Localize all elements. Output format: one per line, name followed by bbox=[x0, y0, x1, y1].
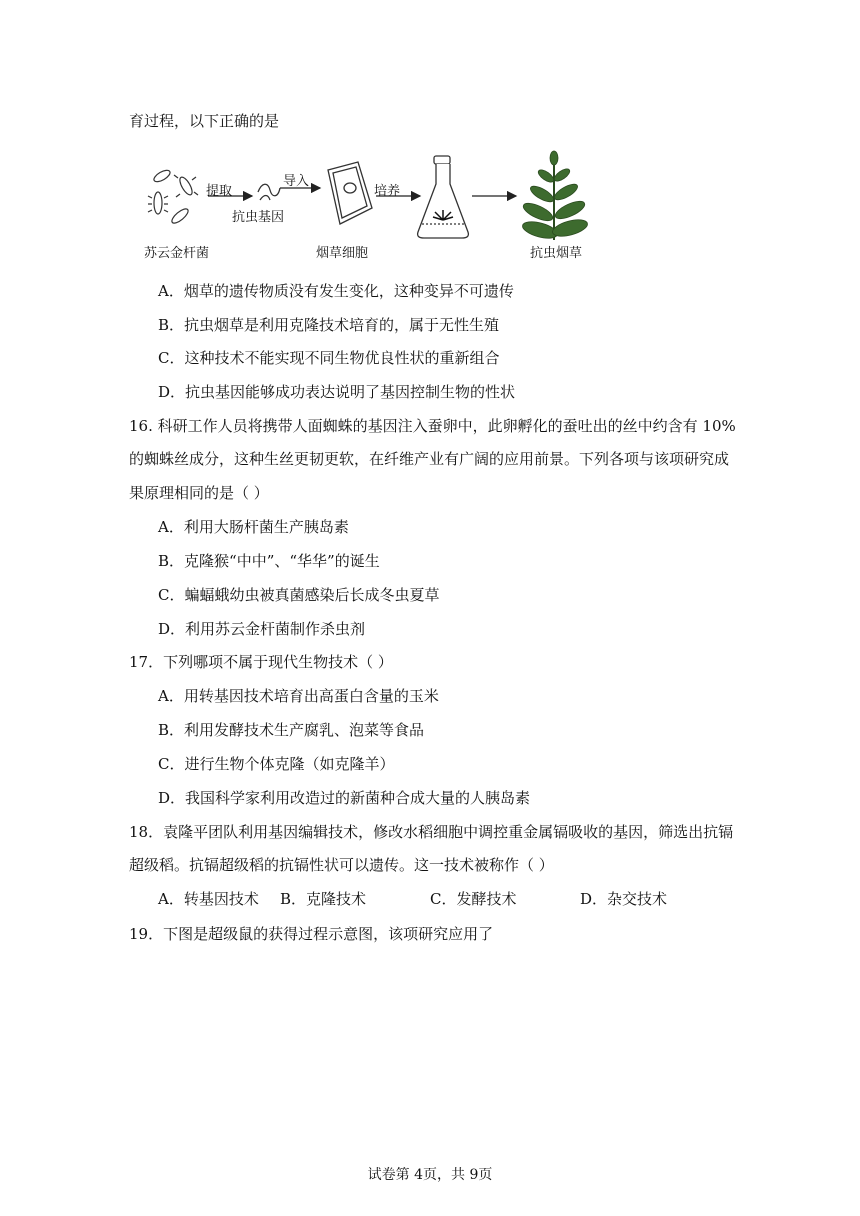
q18-option-c[interactable]: C．发酵技术 bbox=[430, 890, 517, 908]
page-footer: 试卷第 4页，共 9页 bbox=[367, 1167, 493, 1183]
q18-option-d[interactable]: D．杂交技术 bbox=[580, 890, 668, 908]
q15-option-a[interactable]: A．烟草的遗传物质没有发生变化，这种变异不可遗传 bbox=[158, 282, 514, 300]
label-import: 导入 bbox=[283, 174, 310, 189]
tobacco-cell-icon bbox=[328, 162, 372, 224]
q17-option-a[interactable]: A．用转基因技术培育出高蛋白含量的玉米 bbox=[158, 687, 439, 705]
culture-flask-icon bbox=[418, 156, 469, 238]
label-bacteria: 苏云金杆菌 bbox=[144, 246, 210, 261]
q17-option-d[interactable]: D．我国科学家利用改造过的新菌种合成大量的人胰岛素 bbox=[158, 789, 531, 807]
q16-option-b[interactable]: B．克隆猴“中中”、“华华”的诞生 bbox=[158, 552, 380, 570]
q19-stem: 19．下图是超级鼠的获得过程示意图，该项研究应用了 bbox=[129, 925, 494, 943]
label-plant: 抗虫烟草 bbox=[530, 246, 583, 261]
q18-stem-line-2: 超级稻。抗镉超级稻的抗镉性状可以遗传。这一技术被称作（ ） bbox=[129, 856, 554, 874]
q16-option-d[interactable]: D．利用苏云金杆菌制作杀虫剂 bbox=[158, 620, 366, 638]
label-gene: 抗虫基因 bbox=[232, 210, 285, 225]
question-15-stem-tail: 育过程，以下正确的是 bbox=[129, 112, 280, 130]
q16-stem-line-2: 的蜘蛛丝成分，这种生丝更韧更软，在纤维产业有广阔的应用前景。下列各项与该项研究成 bbox=[129, 450, 730, 468]
label-cell: 烟草细胞 bbox=[316, 246, 369, 261]
q16-option-c[interactable]: C．蝙蝠蛾幼虫被真菌感染后长成冬虫夏草 bbox=[158, 586, 440, 604]
label-culture: 培养 bbox=[374, 184, 401, 199]
q15-option-d[interactable]: D．抗虫基因能够成功表达说明了基因控制生物的性状 bbox=[158, 383, 516, 401]
q17-option-c[interactable]: C．进行生物个体克隆（如克隆羊） bbox=[158, 755, 395, 773]
q18-option-a[interactable]: A．转基因技术 bbox=[158, 890, 259, 908]
transgenic-tobacco-diagram bbox=[140, 148, 600, 266]
label-extract: 提取 bbox=[206, 184, 233, 199]
q15-option-c[interactable]: C．这种技术不能实现不同生物优良性状的重新组合 bbox=[158, 349, 500, 367]
q15-option-b[interactable]: B．抗虫烟草是利用克隆技术培育的，属于无性生殖 bbox=[158, 316, 500, 334]
q18-stem-line-1: 18．袁隆平团队利用基因编辑技术，修改水稻细胞中调控重金属镉吸收的基因，筛选出抗镉 bbox=[129, 823, 734, 841]
q18-option-b[interactable]: B．克隆技术 bbox=[280, 890, 367, 908]
q16-stem-line-1: 16. 科研工作人员将携带人面蜘蛛的基因注入蚕卵中，此卵孵化的蚕吐出的丝中约含有 10% bbox=[129, 417, 736, 435]
q17-stem: 17．下列哪项不属于现代生物技术（ ） bbox=[129, 653, 393, 671]
tobacco-plant-icon bbox=[521, 151, 589, 241]
q16-option-a[interactable]: A．利用大肠杆菌生产胰岛素 bbox=[158, 518, 349, 536]
bacteria-icon bbox=[148, 168, 198, 225]
q17-option-b[interactable]: B．利用发酵技术生产腐乳、泡菜等食品 bbox=[158, 721, 425, 739]
q16-stem-line-3: 果原理相同的是（ ） bbox=[129, 484, 269, 502]
gene-icon bbox=[258, 184, 280, 200]
